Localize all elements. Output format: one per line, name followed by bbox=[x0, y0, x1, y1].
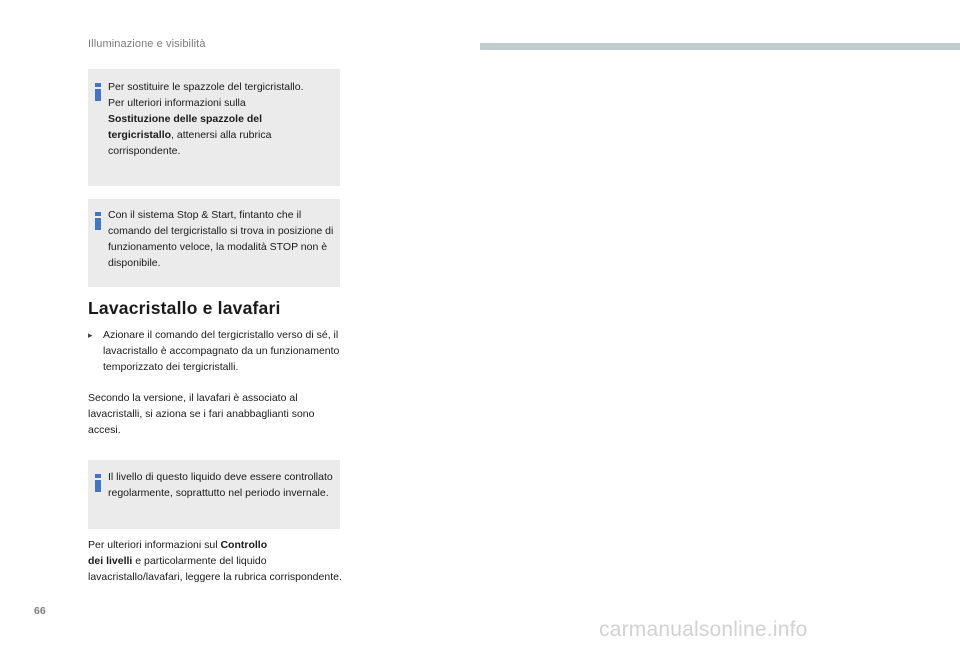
info-box-fluid-level bbox=[88, 460, 340, 529]
info-text: Per sostituire le spazzole del tergicristallo. Per ulteriori informazioni sulla Sostituzione delle spazzole del tergicristallo, attenersi alla rubrica corrispondente. bbox=[108, 81, 304, 157]
section-title: Lavacristallo e lavafari bbox=[88, 298, 281, 318]
watermark: carmanualsonline.info bbox=[599, 618, 808, 641]
body-paragraph: Secondo la versione, il lavafari è associato al lavacristalli, si aziona se i fari anabbaglianti sono accesi. bbox=[88, 392, 315, 436]
bullet-arrow-icon: ▸ bbox=[88, 330, 93, 340]
info-icon bbox=[95, 83, 101, 101]
page-number: 66 bbox=[34, 605, 46, 617]
info-box-stop-start bbox=[88, 199, 340, 287]
info-box-wiper-blades bbox=[88, 69, 340, 186]
bullet-instruction: ▸ Azionare il comando del tergicristallo verso di sé, il lavacristallo è accompagnato da un funzionamento temporizzato dei tergicristalli. bbox=[88, 329, 340, 373]
reference-paragraph: Per ulteriori informazioni sul Controllo dei livelli e particolarmente del liquido lavacristallo/lavafari, leggere la rubrica corrispondente. bbox=[88, 539, 342, 583]
info-text: Il livello di questo liquido deve essere controllato regolarmente, soprattutto nel periodo invernale. bbox=[108, 471, 333, 499]
header-bar bbox=[480, 43, 960, 50]
header-title: Illuminazione e visibilità bbox=[88, 38, 206, 50]
info-icon bbox=[95, 474, 101, 492]
info-text: Con il sistema Stop & Start, fintanto che il comando del tergicristallo si trova in posizione di funzionamento veloce, la modalità STOP non è disponibile. bbox=[108, 209, 334, 269]
info-icon bbox=[95, 212, 101, 230]
